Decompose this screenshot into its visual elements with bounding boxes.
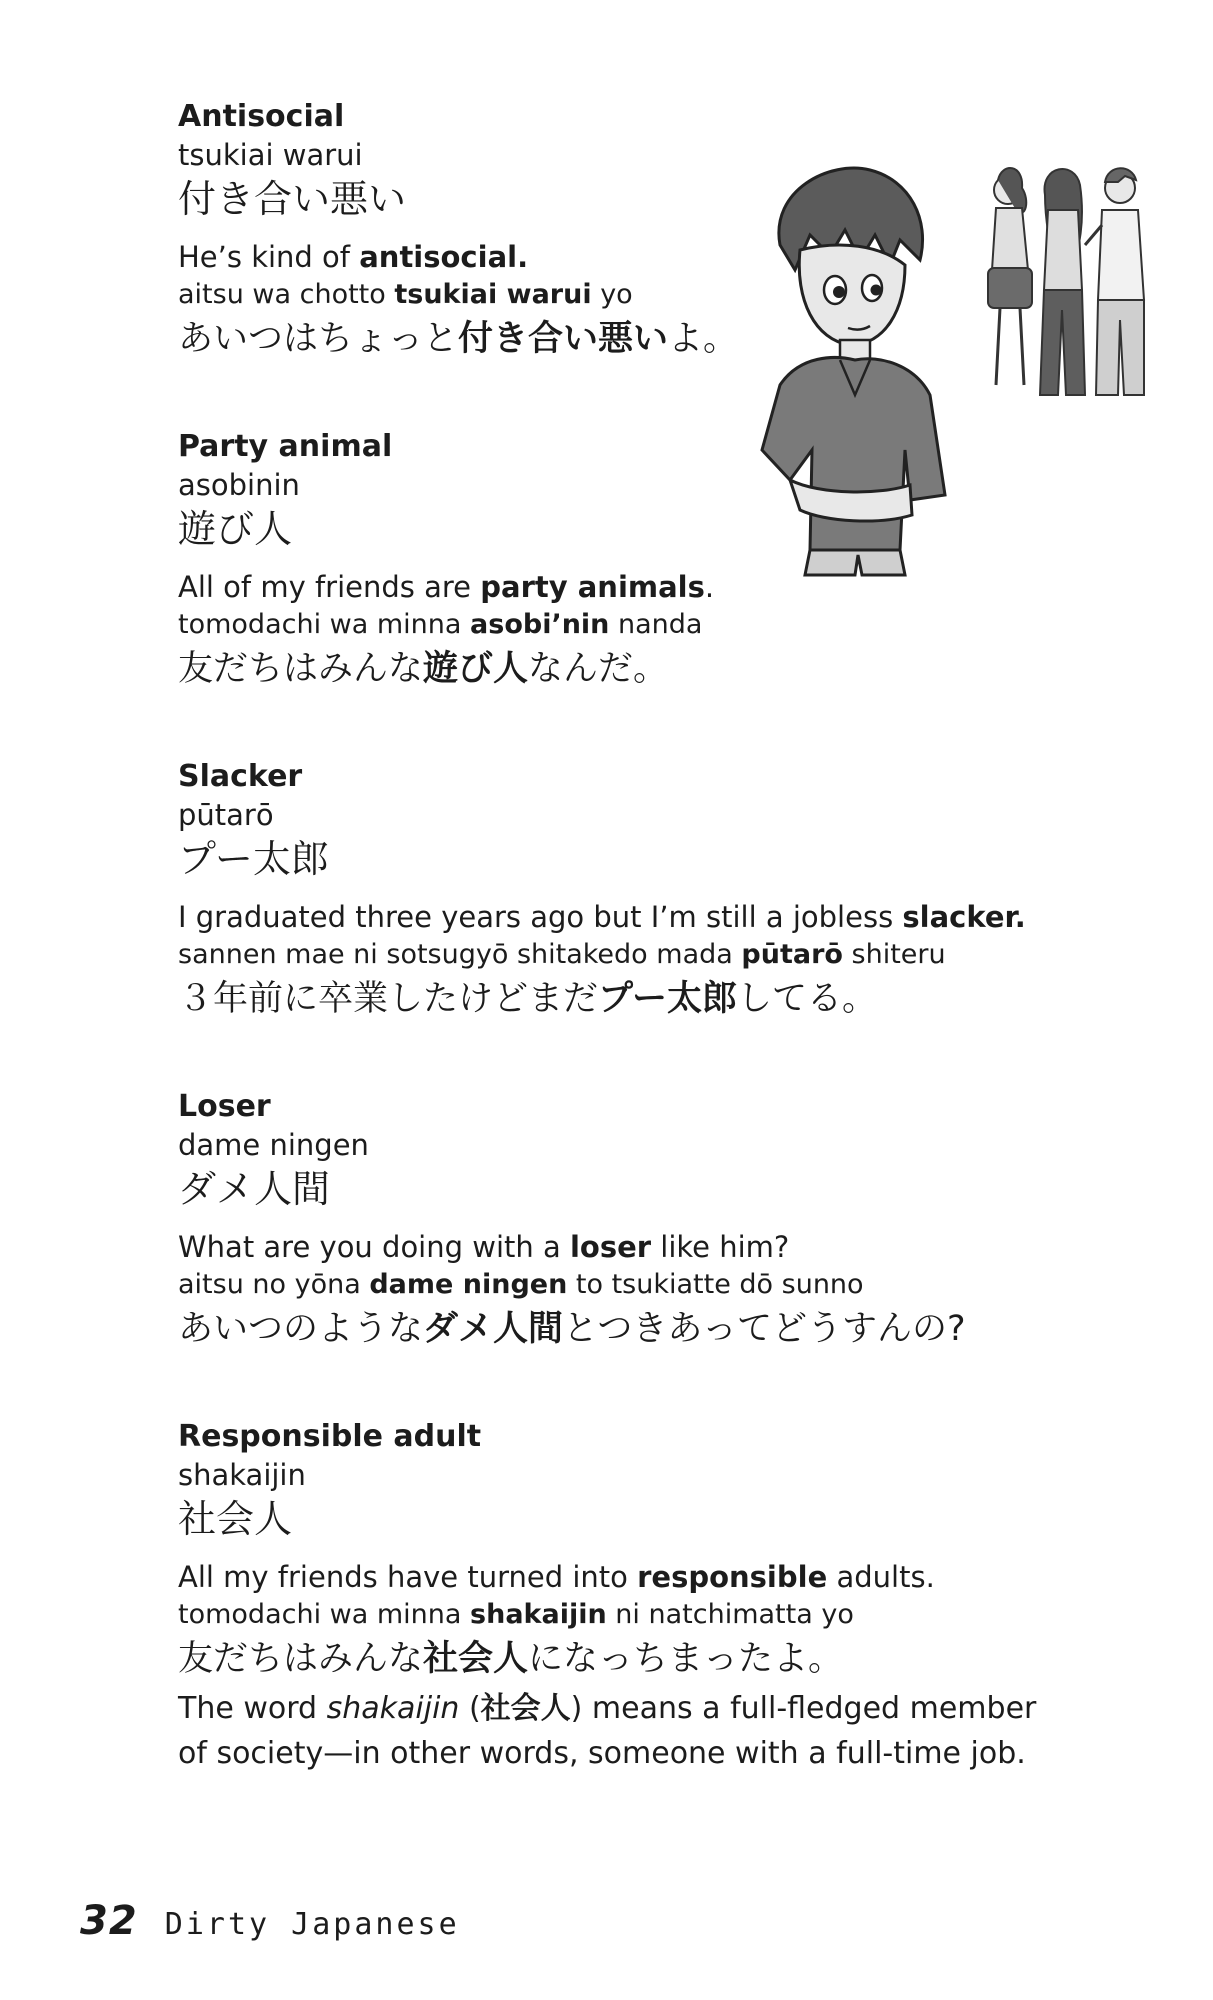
term: Party animal [178, 429, 393, 464]
entry-responsible-adult [178, 1418, 1058, 1776]
book-title: Dirty Japanese [164, 1907, 460, 1942]
example-romaji: sannen mae ni sotsugyō shitakedo mada pūtarō shiteru [178, 939, 946, 970]
romaji: asobinin [178, 468, 300, 502]
example-english: All of my friends are party animals. [178, 570, 715, 604]
example-english: He’s kind of antisocial. [178, 240, 529, 274]
kanji: ダメ人間 [178, 1167, 331, 1211]
example-japanese: 友だちはみんな遊び人なんだ。 [178, 649, 669, 689]
romaji: shakaijin [178, 1458, 306, 1492]
example-romaji: aitsu no yōna dame ningen to tsukiatte dō sunno [178, 1269, 864, 1300]
page-footer [80, 1898, 460, 1948]
example-english: All my friends have turned into responsible adults. [178, 1560, 935, 1594]
term: Antisocial [178, 99, 345, 134]
page-number: 32 [80, 1898, 138, 1944]
example-japanese: ３年前に卒業したけどまだプー太郎してる。 [178, 979, 877, 1019]
entry-slacker [178, 758, 1058, 1024]
romaji: pūtarō [178, 798, 274, 832]
example-romaji: tomodachi wa minna shakaijin ni natchimatta yo [178, 1599, 854, 1630]
entry-loser [178, 1088, 1058, 1354]
example-japanese: あいつはちょっと付き合い悪いよ。 [178, 319, 739, 359]
romaji: dame ningen [178, 1128, 369, 1162]
usage-note: The word shakaijin (社会人) means a full-fledged member of society—in other words, someone with a full-time job. [178, 1691, 1037, 1771]
romaji: tsukiai warui [178, 138, 363, 172]
example-romaji: tomodachi wa minna asobi’nin nanda [178, 609, 703, 640]
kanji: プー太郎 [178, 837, 329, 881]
example-japanese: あいつのようなダメ人間とつきあってどうすんの? [178, 1309, 966, 1349]
term: Slacker [178, 759, 303, 794]
kanji: 遊び人 [178, 507, 293, 551]
example-japanese: 友だちはみんな社会人になっちまったよ。 [178, 1639, 844, 1679]
example-english: What are you doing with a loser like him? [178, 1230, 790, 1264]
example-romaji: aitsu wa chotto tsukiai warui yo [178, 279, 633, 310]
example-english: I graduated three years ago but I’m still a jobless slacker. [178, 900, 1026, 934]
term: Responsible adult [178, 1419, 482, 1454]
illustration-antisocial-boy [740, 150, 1150, 580]
kanji: 社会人 [178, 1497, 293, 1541]
term: Loser [178, 1089, 271, 1124]
kanji: 付き合い悪い [178, 177, 407, 221]
